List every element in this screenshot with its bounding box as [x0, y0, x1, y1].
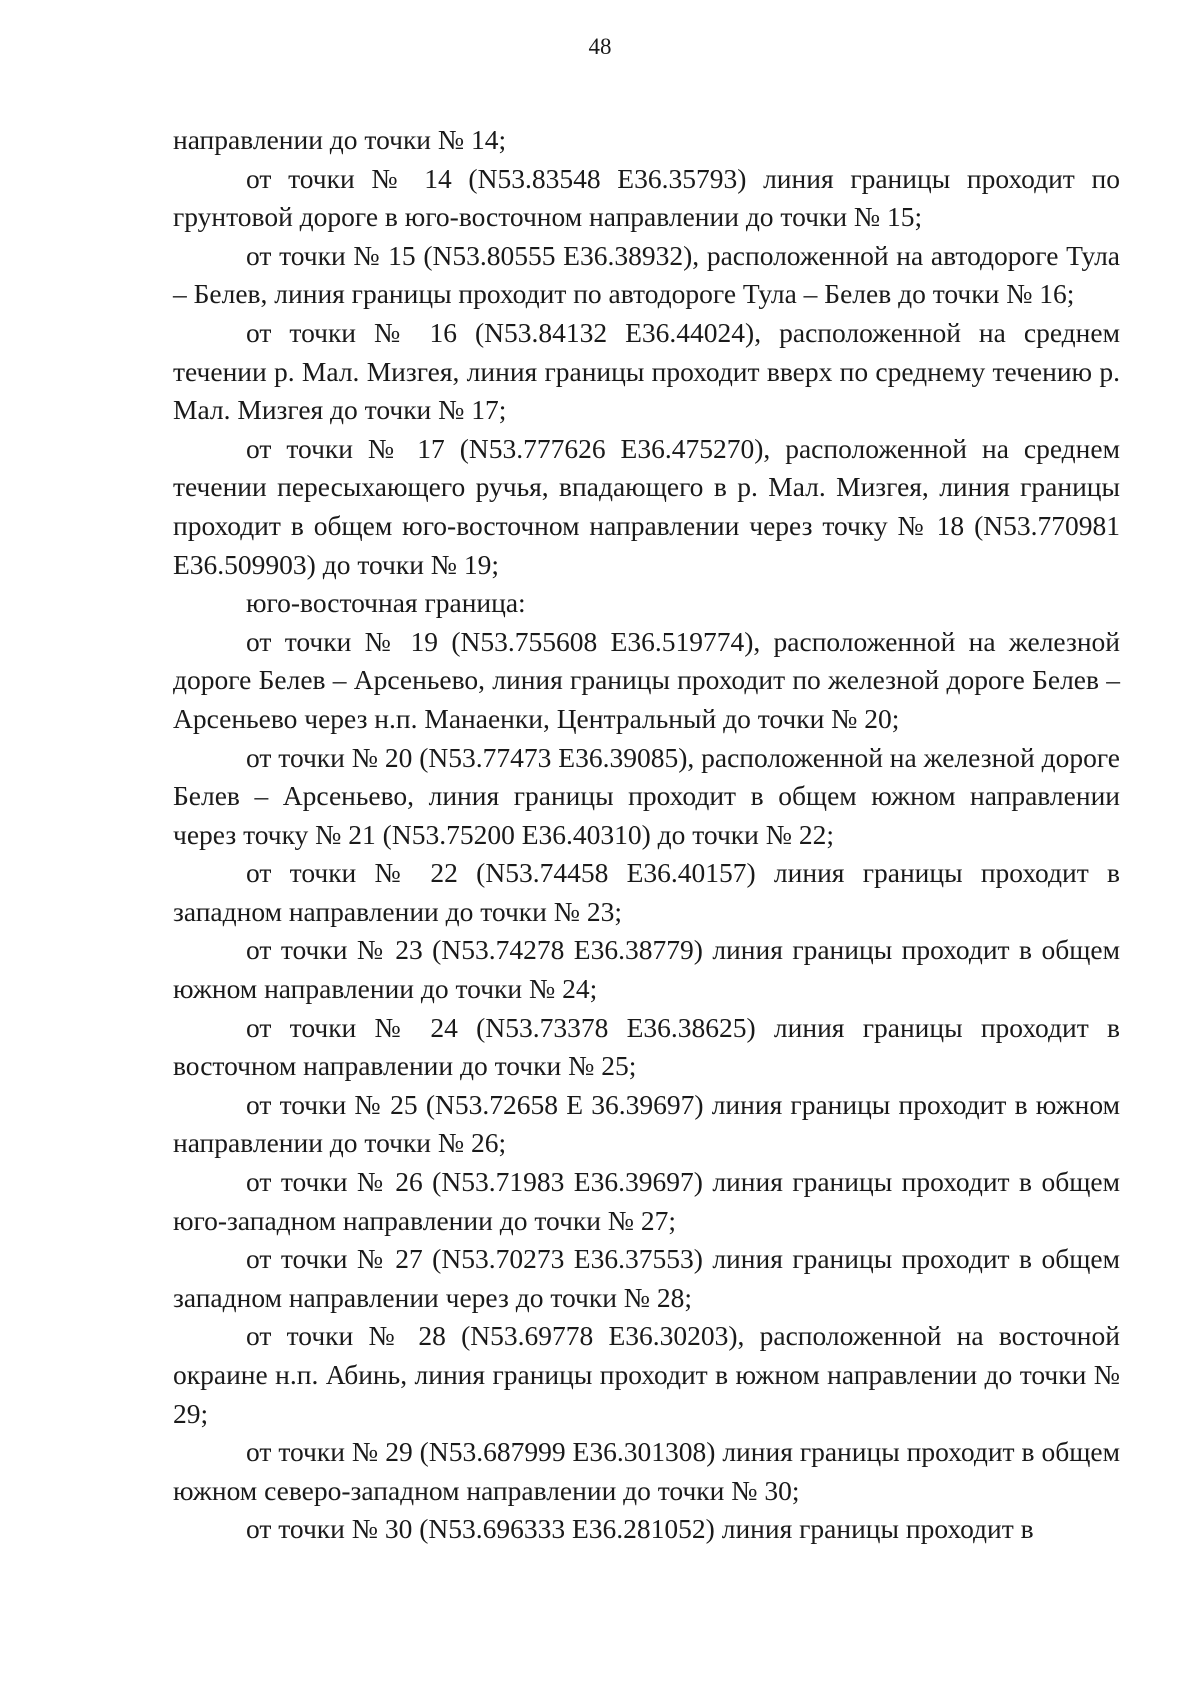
paragraph-point-19: от точки № 19 (N53.755608 E36.519774), расположенной на железной дороге Белев – Арсеньево, линия границы проходит по железной дороге Белев – Арсеньево через н.п. Манаенки, Центральный до точки № 20; — [173, 625, 1120, 734]
paragraph-point-14: от точки № 14 (N53.83548 E36.35793) линия границы проходит по грунтовой дороге в юго-восточном направлении до точки № 15; — [173, 162, 1120, 233]
paragraph-point-25: от точки № 25 (N53.72658 E 36.39697) линия границы проходит в южном направлении до точки № 26; — [173, 1088, 1120, 1159]
paragraph-point-29: от точки № 29 (N53.687999 E36.301308) линия границы проходит в общем южном северо-западном направлении до точки № 30; — [173, 1436, 1120, 1506]
paragraph-point-22: от точки № 22 (N53.74458 E36.40157) линия границы проходит в западном направлении до точки № 23; — [173, 857, 1120, 927]
paragraph-point-17: от точки № 17 (N53.777626 E36.475270), расположенной на среднем течении пересыхающего ручья, впадающего в р. Мал. Мизгея, линия границы проходит в общем юго-восточном направлении через точку № 18 (N53.770981 E36.509903) до точки № 19; — [173, 432, 1120, 580]
section-heading-southeast-border: юго-восточная граница: — [246, 587, 526, 619]
paragraph-point-24: от точки № 24 (N53.73378 E36.38625) линия границы проходит в восточном направлении до точки № 25; — [173, 1011, 1120, 1082]
paragraph-point-16: от точки № 16 (N53.84132 E36.44024), расположенной на среднем течении р. Мал. Мизгея, линия границы проходит вверх по среднему течению р. Мал. Мизгея до точки № 17; — [173, 316, 1120, 426]
document-body — [173, 121, 1120, 1549]
paragraph-point-26: от точки № 26 (N53.71983 E36.39697) линия границы проходит в общем юго-западном направлении до точки № 27; — [173, 1166, 1120, 1236]
paragraph-point-20: от точки № 20 (N53.77473 E36.39085), расположенной на железной дороге Белев – Арсеньево, линия границы проходит в общем южном направлении через точку № 21 (N53.75200 E36.40310) до точки № 22; — [173, 741, 1120, 850]
page-number: 48 — [588, 34, 612, 59]
paragraph-point-23: от точки № 23 (N53.74278 E36.38779) линия границы проходит в общем южном направлении до точки № 24; — [173, 934, 1120, 1005]
paragraph-point-27: от точки № 27 (N53.70273 E36.37553) линия границы проходит в общем западном направлении через до точки № 28; — [173, 1243, 1120, 1313]
paragraph-point-30: от точки № 30 (N53.696333 E36.281052) линия границы проходит в — [246, 1513, 1034, 1545]
paragraph-continuation: направлении до точки № 14; — [173, 124, 507, 155]
paragraph-point-28: от точки № 28 (N53.69778 E36.30203), расположенной на восточной окраине н.п. Абинь, линия границы проходит в южном направлении до точки № 29; — [173, 1320, 1120, 1429]
paragraph-point-15: от точки № 15 (N53.80555 E36.38932), расположенной на автодороге Тула – Белев, линия границы проходит по автодороге Тула – Белев до точки № 16; — [173, 239, 1120, 310]
